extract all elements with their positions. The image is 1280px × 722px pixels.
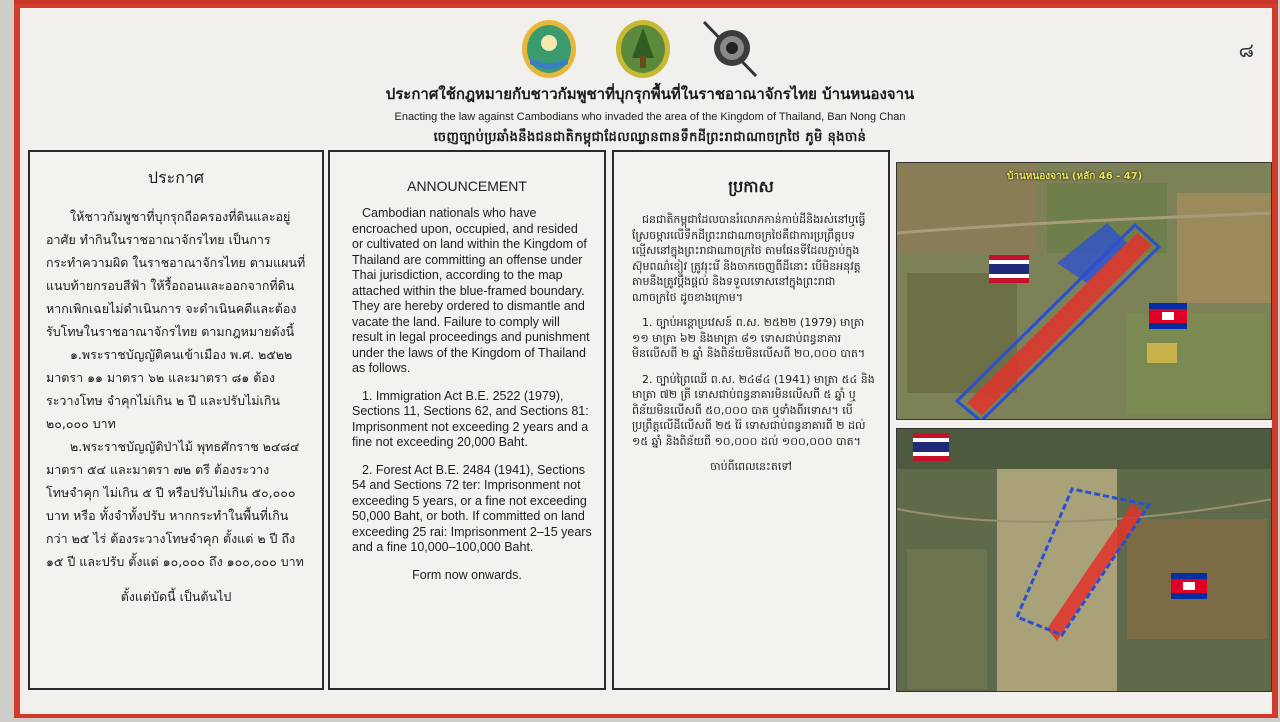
khmer-heading: ប្រកាស	[728, 177, 774, 196]
english-item-2: 2. Forest Act B.E. 2484 (1941), Sections 54 and Sections 72 ter: Imprisonment not exceeding 5 years, or a fine not exceeding 50,000 Baht, or both. If committed on land exceeding 25 rai: Imprisonment 2–15 years and a fine 10,000–100,000 Baht.	[352, 462, 592, 554]
cambodia-flag-icon-1	[1149, 303, 1187, 329]
thai-announcement-panel	[28, 150, 324, 690]
thai-item-1: ๑.พระราชบัญญัติคนเข้าเมือง พ.ศ. ๒๕๒๒ มาตรา ๑๑ มาตรา ๖๒ และมาตรา ๘๑ ต้องระวางโทษ จำคุกไม่เกิน ๒ ปี และปรับไม่เกิน ๒๐,๐๐๐ บาท	[46, 347, 293, 431]
thailand-flag-icon-1	[989, 255, 1029, 283]
title-thai: ประกาศใช้กฎหมายกับชาวกัมพูชาที่บุกรุกพื้นที่ในราชอาณาจักรไทย บ้านหนองจาน	[385, 85, 915, 103]
satellite-map-1-image	[897, 163, 1272, 420]
khmer-item-2: 2. ច្បាប់ព្រៃឈើ ព.ស. ២៤៨៤ (1941) មាត្រា ៥៤ និងមាត្រា ៧២ ត្រី ទោសជាប់ពន្ធនាគារមិនលើសពី ៥ ឆ្នាំ ឬពិន័យមិនលើសពី ៥០,០០០ បាត ឬទាំងពីរទោស។ បើប្រព្រឹត្តលើដីលើសពី ២៥ រ៉ៃ ទោសជាប់ពន្ធនាគារពី ២ ដល់ ១៥ ឆ្នាំ និងពិន័យពី ១០,០០០ ដល់ ១០០,០០០ បាត។	[632, 372, 875, 448]
english-item-1: 1. Immigration Act B.E. 2522 (1979), Sections 11, Sections 62, and Sections 81: Imprisonment not exceeding 2 years and a fine not exceeding 20,000 Baht.	[352, 388, 589, 449]
cambodia-flag-icon-2	[1171, 573, 1207, 599]
english-announcement-panel	[328, 150, 606, 690]
satellite-map-1	[896, 162, 1272, 420]
logo-row	[520, 18, 780, 82]
english-heading: ANNOUNCEMENT	[407, 178, 527, 194]
ministry-seal-icon	[520, 18, 578, 80]
map-1-label: บ้านหนองจาน (หลัก 46 - 47)	[1007, 171, 1143, 182]
satellite-map-2-image	[897, 429, 1272, 692]
title-block	[300, 82, 1000, 148]
forest-seal-icon	[614, 18, 672, 80]
khmer-item-1: 1. ច្បាប់អន្តោប្រវេសន៍ ព.ស. ២៥២២ (1979) មាត្រា ១១ មាត្រា ៦២ និងមាត្រា ៨១ ទោសជាប់ពន្ធនាគារមិនលើសពី ២ ឆ្នាំ និងពិន័យមិនលើសពី ២០,០០០ បាត។	[632, 316, 866, 360]
english-body: Cambodian nationals who have encroached upon, occupied, and resided or cultivated on land within the Kingdom of Thailand are committing an offense under Thai jurisdiction, according to the map attached within the blue-framed boundary. They are hereby ordered to dismantle and vacate the land. Failure to comply will result in legal proceedings and punishment under the laws of the Kingdom of Thailand as follows.	[352, 206, 590, 375]
thai-item-2: ๒.พระราชบัญญัติป่าไม้ พุทธศักราช ๒๔๘๔ มาตรา ๕๔ และมาตรา ๗๒ ตรี ต้องระวางโทษจำคุก ไม่เกิน ๕ ปี หรือปรับไม่เกิน ๕๐,๐๐๐ บาท หรือ ทั้งจำทั้งปรับ หากกระทำในพื้นที่เกินกว่า ๒๕ ไร่ ต้องระวางโทษจำคุก ตั้งแต่ ๒ ปี ถึง ๑๕ ปี และปรับ ตั้งแต่ ๑๐,๐๐๐ ถึง ๑๐๐,๐๐๐ บาท	[46, 439, 304, 569]
khmer-body: ជនជាតិកម្ពុជាដែលបានរំលោភកាន់កាប់ដីនិងរស់នៅឬធ្វើស្រែចម្ការលើទឹកដីព្រះរាជាណាចក្រថៃគឺជាការប្រព្រឹត្តបទល្មើសនៅក្នុងព្រះរាជាណាចក្រថៃ តាមផែនទីដែលភ្ជាប់ក្នុងស៊ុមពណ៌ខៀវ ត្រូវរុះរើ និងចាកចេញពីដីនោះ បើមិនអនុវត្តតាមនឹងត្រូវប្តឹងផ្តល់ និងទទួលទោសនៅក្នុងព្រះរាជាណាចក្រថៃ ដូចខាងក្រោម។	[632, 213, 866, 304]
thai-ending: ตั้งแต่บัดนี้ เป็นต้นไป	[120, 589, 232, 604]
khmer-announcement-panel	[612, 150, 890, 690]
police-emblem-icon	[700, 18, 760, 80]
title-english: Enacting the law against Cambodians who invaded the area of the Kingdom of Thailand, Ban Nong Chan	[394, 111, 906, 123]
thai-body: ให้ชาวกัมพูชาที่บุกรุกถือครองที่ดินและอยู่อาศัย ทำกินในราชอาณาจักรไทย เป็นการกระทำความผิด ในราชอาณาจักรไทย ตามแผนที่แนบท้ายกรอบสีฟ้า ให้รื้อถอนและออกจากที่ดิน หากเพิกเฉยไม่ดำเนินการ จะดำเนินคดีและต้องรับโทษในราชอาณาจักรไทย ตามกฎหมายดังนี้	[46, 209, 306, 339]
thailand-flag-icon-2	[913, 433, 949, 461]
thai-heading: ประกาศ	[147, 168, 205, 187]
page-number: ๘	[1238, 38, 1254, 62]
english-ending: Form now onwards.	[412, 567, 522, 582]
khmer-ending: ចាប់ពីពេលនេះតទៅ	[710, 460, 792, 473]
satellite-map-2	[896, 428, 1272, 692]
title-khmer: ចេញច្បាប់ប្រឆាំងនឹងជនជាតិកម្ពុជាដែលឈ្លានពានទឹកដីព្រះរាជាណាចក្រថៃ ភូមិ នុងចាន់	[433, 130, 867, 145]
